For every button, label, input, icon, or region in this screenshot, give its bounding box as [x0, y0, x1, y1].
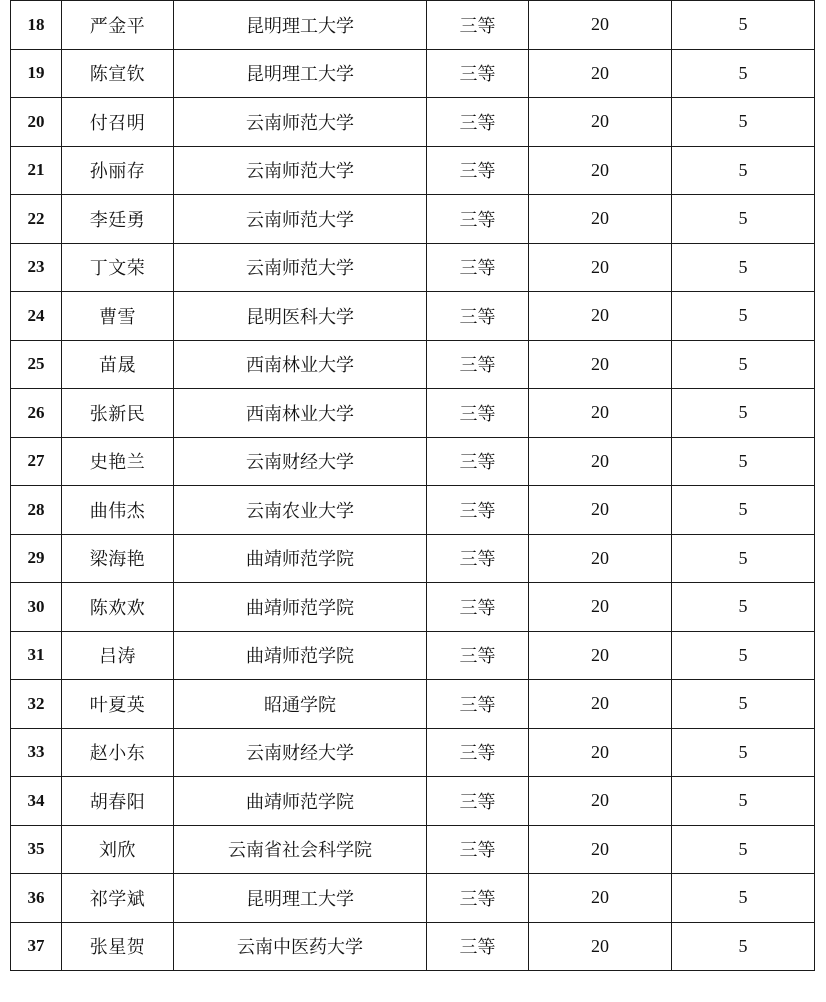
award-grade: 三等 [427, 825, 529, 874]
count-value: 5 [672, 486, 815, 535]
institution-name: 曲靖师范学院 [174, 777, 427, 826]
award-grade: 三等 [427, 583, 529, 632]
institution-name: 昆明理工大学 [174, 49, 427, 98]
amount-value: 20 [529, 437, 672, 486]
table-row [11, 243, 815, 292]
table-row [11, 728, 815, 777]
award-grade: 三等 [427, 631, 529, 680]
award-grade: 三等 [427, 49, 529, 98]
person-name: 史艳兰 [62, 437, 174, 486]
table-row [11, 680, 815, 729]
institution-name: 云南中医药大学 [174, 922, 427, 971]
table-row [11, 534, 815, 583]
table-row [11, 292, 815, 341]
award-grade: 三等 [427, 777, 529, 826]
person-name: 胡春阳 [62, 777, 174, 826]
amount-value: 20 [529, 49, 672, 98]
institution-name: 云南财经大学 [174, 728, 427, 777]
amount-value: 20 [529, 583, 672, 632]
row-number: 29 [11, 534, 62, 583]
institution-name: 云南师范大学 [174, 195, 427, 244]
table-row [11, 583, 815, 632]
award-grade: 三等 [427, 922, 529, 971]
table-row [11, 340, 815, 389]
person-name: 付召明 [62, 98, 174, 147]
count-value: 5 [672, 195, 815, 244]
award-grade: 三等 [427, 486, 529, 535]
person-name: 祁学斌 [62, 874, 174, 923]
person-name: 陈宣钦 [62, 49, 174, 98]
institution-name: 云南师范大学 [174, 146, 427, 195]
count-value: 5 [672, 243, 815, 292]
row-number: 26 [11, 389, 62, 438]
person-name: 丁文荣 [62, 243, 174, 292]
row-number: 35 [11, 825, 62, 874]
row-number: 30 [11, 583, 62, 632]
person-name: 张新民 [62, 389, 174, 438]
amount-value: 20 [529, 340, 672, 389]
count-value: 5 [672, 340, 815, 389]
amount-value: 20 [529, 728, 672, 777]
row-number: 22 [11, 195, 62, 244]
person-name: 曲伟杰 [62, 486, 174, 535]
table-row [11, 98, 815, 147]
row-number: 31 [11, 631, 62, 680]
person-name: 张星贺 [62, 922, 174, 971]
institution-name: 云南财经大学 [174, 437, 427, 486]
row-number: 25 [11, 340, 62, 389]
person-name: 刘欣 [62, 825, 174, 874]
row-number: 19 [11, 49, 62, 98]
institution-name: 曲靖师范学院 [174, 534, 427, 583]
amount-value: 20 [529, 534, 672, 583]
amount-value: 20 [529, 146, 672, 195]
amount-value: 20 [529, 243, 672, 292]
row-number: 28 [11, 486, 62, 535]
count-value: 5 [672, 49, 815, 98]
award-grade: 三等 [427, 146, 529, 195]
amount-value: 20 [529, 195, 672, 244]
institution-name: 云南省社会科学院 [174, 825, 427, 874]
table-row [11, 631, 815, 680]
count-value: 5 [672, 389, 815, 438]
person-name: 苗晟 [62, 340, 174, 389]
institution-name: 曲靖师范学院 [174, 631, 427, 680]
table-row [11, 922, 815, 971]
award-grade: 三等 [427, 340, 529, 389]
count-value: 5 [672, 1, 815, 50]
amount-value: 20 [529, 922, 672, 971]
count-value: 5 [672, 680, 815, 729]
person-name: 李廷勇 [62, 195, 174, 244]
institution-name: 昆明理工大学 [174, 1, 427, 50]
count-value: 5 [672, 922, 815, 971]
amount-value: 20 [529, 631, 672, 680]
count-value: 5 [672, 631, 815, 680]
row-number: 34 [11, 777, 62, 826]
award-grade: 三等 [427, 98, 529, 147]
count-value: 5 [672, 777, 815, 826]
row-number: 21 [11, 146, 62, 195]
table-row [11, 1, 815, 50]
person-name: 叶夏英 [62, 680, 174, 729]
table-row [11, 389, 815, 438]
row-number: 36 [11, 874, 62, 923]
institution-name: 西南林业大学 [174, 389, 427, 438]
person-name: 孙丽存 [62, 146, 174, 195]
amount-value: 20 [529, 874, 672, 923]
institution-name: 云南师范大学 [174, 243, 427, 292]
row-number: 20 [11, 98, 62, 147]
amount-value: 20 [529, 486, 672, 535]
table-row [11, 437, 815, 486]
award-grade: 三等 [427, 874, 529, 923]
amount-value: 20 [529, 680, 672, 729]
count-value: 5 [672, 146, 815, 195]
count-value: 5 [672, 534, 815, 583]
amount-value: 20 [529, 825, 672, 874]
award-grade: 三等 [427, 1, 529, 50]
table-row [11, 777, 815, 826]
person-name: 吕涛 [62, 631, 174, 680]
table-row [11, 486, 815, 535]
row-number: 23 [11, 243, 62, 292]
count-value: 5 [672, 437, 815, 486]
amount-value: 20 [529, 1, 672, 50]
award-grade: 三等 [427, 195, 529, 244]
count-value: 5 [672, 728, 815, 777]
institution-name: 昭通学院 [174, 680, 427, 729]
award-grade: 三等 [427, 292, 529, 341]
count-value: 5 [672, 98, 815, 147]
table-row [11, 146, 815, 195]
award-grade: 三等 [427, 680, 529, 729]
document-page [10, 0, 814, 971]
award-grade: 三等 [427, 437, 529, 486]
count-value: 5 [672, 874, 815, 923]
award-grade: 三等 [427, 534, 529, 583]
row-number: 18 [11, 1, 62, 50]
amount-value: 20 [529, 389, 672, 438]
person-name: 梁海艳 [62, 534, 174, 583]
count-value: 5 [672, 292, 815, 341]
row-number: 32 [11, 680, 62, 729]
row-number: 37 [11, 922, 62, 971]
count-value: 5 [672, 583, 815, 632]
table-row [11, 825, 815, 874]
person-name: 严金平 [62, 1, 174, 50]
count-value: 5 [672, 825, 815, 874]
award-table [10, 0, 815, 971]
person-name: 曹雪 [62, 292, 174, 341]
amount-value: 20 [529, 98, 672, 147]
table-row [11, 195, 815, 244]
table-row [11, 49, 815, 98]
institution-name: 昆明理工大学 [174, 874, 427, 923]
award-grade: 三等 [427, 389, 529, 438]
award-grade: 三等 [427, 243, 529, 292]
row-number: 33 [11, 728, 62, 777]
award-grade: 三等 [427, 728, 529, 777]
institution-name: 曲靖师范学院 [174, 583, 427, 632]
award-table-body [11, 1, 815, 971]
institution-name: 西南林业大学 [174, 340, 427, 389]
amount-value: 20 [529, 777, 672, 826]
table-row [11, 874, 815, 923]
institution-name: 昆明医科大学 [174, 292, 427, 341]
person-name: 赵小东 [62, 728, 174, 777]
institution-name: 云南师范大学 [174, 98, 427, 147]
person-name: 陈欢欢 [62, 583, 174, 632]
row-number: 27 [11, 437, 62, 486]
institution-name: 云南农业大学 [174, 486, 427, 535]
row-number: 24 [11, 292, 62, 341]
amount-value: 20 [529, 292, 672, 341]
